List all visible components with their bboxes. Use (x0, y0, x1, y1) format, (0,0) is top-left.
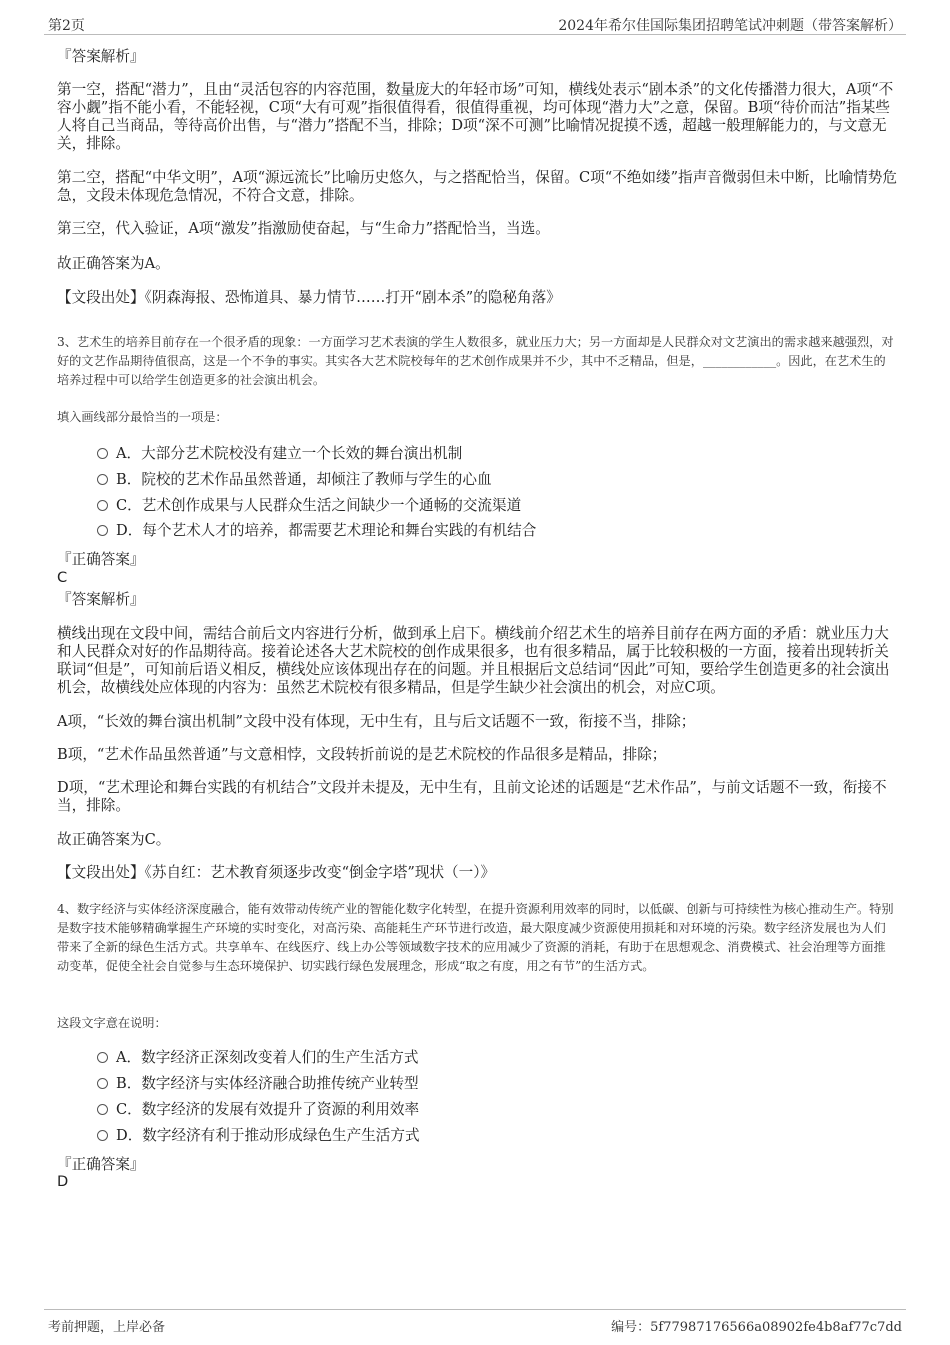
radio-icon[interactable] (97, 474, 108, 485)
radio-icon[interactable] (97, 500, 108, 511)
q3-stem-after: 。因此，在艺术生的培养过程中可以给学生创造更多的社会演出机会。 (57, 354, 886, 387)
q3-analysis-d: D项，“艺术理论和舞台实践的有机结合”文段并未提及，无中生有，且前文论述的话题是“艺术作品”，与前文话题不一致，衔接不当，排除。 (57, 779, 887, 814)
document-id: 编号：5f77987176566a08902fe4b8af77c7dd (611, 1320, 902, 1335)
q3-answer-label: 『正确答案』 (57, 551, 145, 568)
q4-answer: D (57, 1173, 69, 1190)
q3-option-d[interactable]: D．每个艺术人才的培养，都需要艺术理论和舞台实践的有机结合 (97, 522, 536, 540)
q2-analysis-p2: 第二空，搭配“中华文明”，A项“源远流长”比喻历史悠久，与之搭配恰当，保留。C项“不绝如缕”指声音微弱但未中断，比喻情势危急，文段未体现危急情况，不符合文意，排除。 (57, 169, 897, 204)
q3-source: 【文段出处】《苏自红：艺术教育须逐步改变“倒金字塔”现状（一）》 (57, 864, 496, 881)
document-title: 2024年希尔佳国际集团招聘笔试冲刺题（带答案解析） (558, 18, 902, 34)
q3-analysis-label: 『答案解析』 (57, 591, 145, 608)
q2-analysis-p3: 第三空，代入验证，A项“激发”指激励使奋起，与“生命力”搭配恰当，当选。 (57, 220, 550, 237)
radio-icon[interactable] (97, 1078, 108, 1089)
q2-analysis-p1: 第一空，搭配“潜力”，且由“灵活包容的内容范围，数量庞大的年轻市场”可知，横线处表示“剧本杀”的文化传播潜力很大，A项“不容小觑”指不能小看，不能轻视，C项“大有可观”指很值得看，很值得重视，均可体现“潜力大”之意，保留。B项“待价而沽”指某些人将自己当商品，等待高价出售，与“潜力”搭配不当，排除；D项“深不可测”比喻情况捉摸不透，超越一般理解能力的，与文意无关，排除。 (57, 81, 894, 152)
q2-conclusion: 故正确答案为A。 (57, 255, 170, 272)
q3-blank: ____________ (702, 354, 777, 368)
radio-icon[interactable] (97, 1104, 108, 1115)
q3-stem-before: 3、艺术生的培养目前存在一个很矛盾的现象：一方面学习艺术表演的学生人数很多，就业压力大；另一方面却是人民群众对文艺演出的需求越来越强烈，对好的文艺作品期待值很高，这是一个不争的事实。其实各大艺术院校每年的艺术创作成果并不少，其中不乏精品，但是， (57, 335, 894, 368)
q3-option-a[interactable]: A．大部分艺术院校没有建立一个长效的舞台演出机制 (97, 445, 462, 463)
q3-conclusion: 故正确答案为C。 (57, 831, 171, 848)
q3-analysis-b: B项，“艺术作品虽然普通”与文意相悖，文段转折前说的是艺术院校的作品很多是精品，排除； (57, 746, 667, 763)
q2-analysis-label: 『答案解析』 (57, 48, 145, 65)
footer-slogan: 考前押题，上岸必备 (48, 1320, 166, 1335)
q3-analysis-a: A项，“长效的舞台演出机制”文段中没有体现，无中生有，且与后文话题不一致，衔接不当，排除； (57, 713, 696, 730)
page-header (44, 12, 906, 35)
q4-option-d[interactable]: D．数字经济有利于推动形成绿色生产生活方式 (97, 1127, 420, 1145)
page-footer (44, 1309, 906, 1336)
q3-option-b[interactable]: B．院校的艺术作品虽然普通，却倾注了教师与学生的心血 (97, 471, 492, 489)
radio-icon[interactable] (97, 1130, 108, 1141)
q3-option-c[interactable]: C．艺术创作成果与人民群众生活之间缺少一个通畅的交流渠道 (97, 497, 521, 515)
radio-icon[interactable] (97, 448, 108, 459)
q4-option-b[interactable]: B．数字经济与实体经济融合助推传统产业转型 (97, 1075, 419, 1093)
q3-analysis-p1: 横线出现在文段中间，需结合前后文内容进行分析，做到承上启下。横线前介绍艺术生的培养目前存在两方面的矛盾：就业压力大和人民群众对好的作品期待高。接着论述各大艺术院校的创作成果很多，也有很多精品，属于比较积极的一方面，接着出现转折关联词“但是”，可知前后语义相反，横线处应该体现出存在的问题。并且根据后文总结词“因此”可知，要给学生创造更多的社会演出机会，故横线处应体现的内容为：虽然艺术院校有很多精品，但是学生缺少社会演出的机会，对应C项。 (57, 625, 890, 696)
q3-prompt: 填入画线部分最恰当的一项是： (57, 410, 228, 424)
q4-stem: 4、数字经济与实体经济深度融合，能有效带动传统产业的智能化数字化转型，在提升资源利用效率的同时，以低碳、创新与可持续性为核心推动生产。特别是数字技术能够精确掌握生产环境的实时变化，对高污染、高能耗生产环节进行改造，最大限度减少资源使用损耗和对环境的污染。数字经济发展也为人们带来了全新的绿色生活方式。共享单车、在线医疗、线上办公等领域数字技术的应用减少了资源的消耗，有助于在思想观念、消费模式、社会治理等方面推动变革，促使全社会自觉参与生态环境保护、切实践行绿色发展理念，形成“取之有度，用之有节”的生活方式。 (57, 902, 894, 973)
radio-icon[interactable] (97, 1052, 108, 1063)
q4-option-a[interactable]: A．数字经济正深刻改变着人们的生产生活方式 (97, 1049, 418, 1067)
q4-prompt: 这段文字意在说明： (57, 1016, 167, 1030)
q4-option-c[interactable]: C．数字经济的发展有效提升了资源的利用效率 (97, 1101, 419, 1119)
page-number: 第2页 (48, 18, 85, 34)
q4-answer-label: 『正确答案』 (57, 1156, 145, 1173)
q2-source: 【文段出处】《阴森海报、恐怖道具、暴力情节……打开“剧本杀”的隐秘角落》 (57, 289, 561, 306)
q3-stem (57, 333, 897, 390)
q3-answer: C (57, 569, 68, 586)
radio-icon[interactable] (97, 525, 108, 536)
